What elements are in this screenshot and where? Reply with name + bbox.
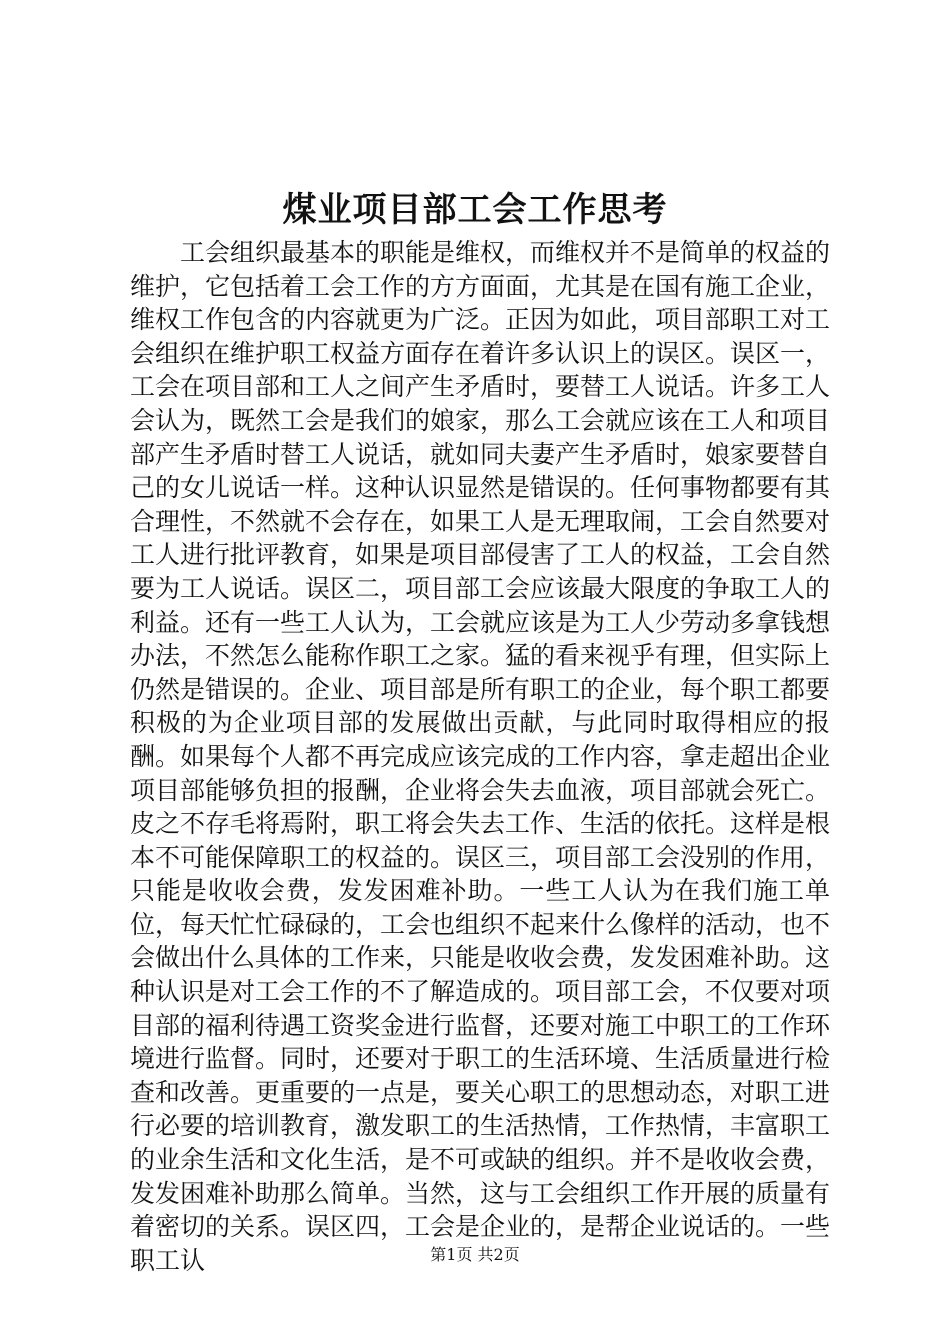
document-body-paragraph: 工会组织最基本的职能是维权，而维权并不是简单的权益的维护，它包括着工会工作的方方面面，尤其是在国有施工企业，维权工作包含的内容就更为广泛。正因为如此，项目部职工对工会组织在维护职工权益方面存在着许多认识上的误区。误区一，工会在项目部和工人之间产生矛盾时，要替工人说话。许多工人会认为，既然工会是我们的娘家，那么工会就应该在工人和项目部产生矛盾时替工人说话，就如同夫妻产生矛盾时，娘家要替自己的女儿说话一样。这种认识显然是错误的。任何事物都要有其合理性，不然就不会存在，如果工人是无理取闹，工会自然要对工人进行批评教育，如果是项目部侵害了工人的权益，工会自然要为工人说话。误区二，项目部工会应该最大限度的争取工人的利益。还有一些工人认为，工会就应该是为工人少劳动多拿钱想办法，不然怎么能称作职工之家。猛的看来视乎有理，但实际上仍然是错误的。企业、项目部是所有职工的企业，每个职工都要积极的为企业项目部的发展做出贡献，与此同时取得相应的报酬。如果每个人都不再完成应该完成的工作内容，拿走超出企业项目部能够负担的报酬，企业将会失去血液，项目部就会死亡。皮之不存毛将焉附，职工将会失去工作、生活的依托。这样是根本不可能保障职工的权益的。误区三，项目部工会没别的作用，只能是收收会费，发发困难补助。一些工人认为在我们施工单位，每天忙忙碌碌的，工会也组织不起来什么像样的活动，也不会做出什么具体的工作来，只能是收收会费，发发困难补助。这种认识是对工会工作的不了解造成的。项目部工会，不仅要对项目部的福利待遇工资奖金进行监督，还要对施工中职工的工作环境进行监督。同时，还要对于职工的生活环境、生活质量进行检查和改善。更重要的一点是，要关心职工的思想动态，对职工进行必要的培训教育，激发职工的生活热情，工作热情，丰富职工的业余生活和文化生活，是不可或缺的组织。并不是收收会费，发发困难补助那么简单。当然，这与工会组织工作开展的质量有着密切的关系。误区四，工会是企业的，是帮企业说话的。一些职工认 xyxy=(130,238,831,1275)
page-number-footer: 第1页 共2页 xyxy=(430,1245,520,1264)
document-title: 煤业项目部工会工作思考 xyxy=(282,190,668,230)
